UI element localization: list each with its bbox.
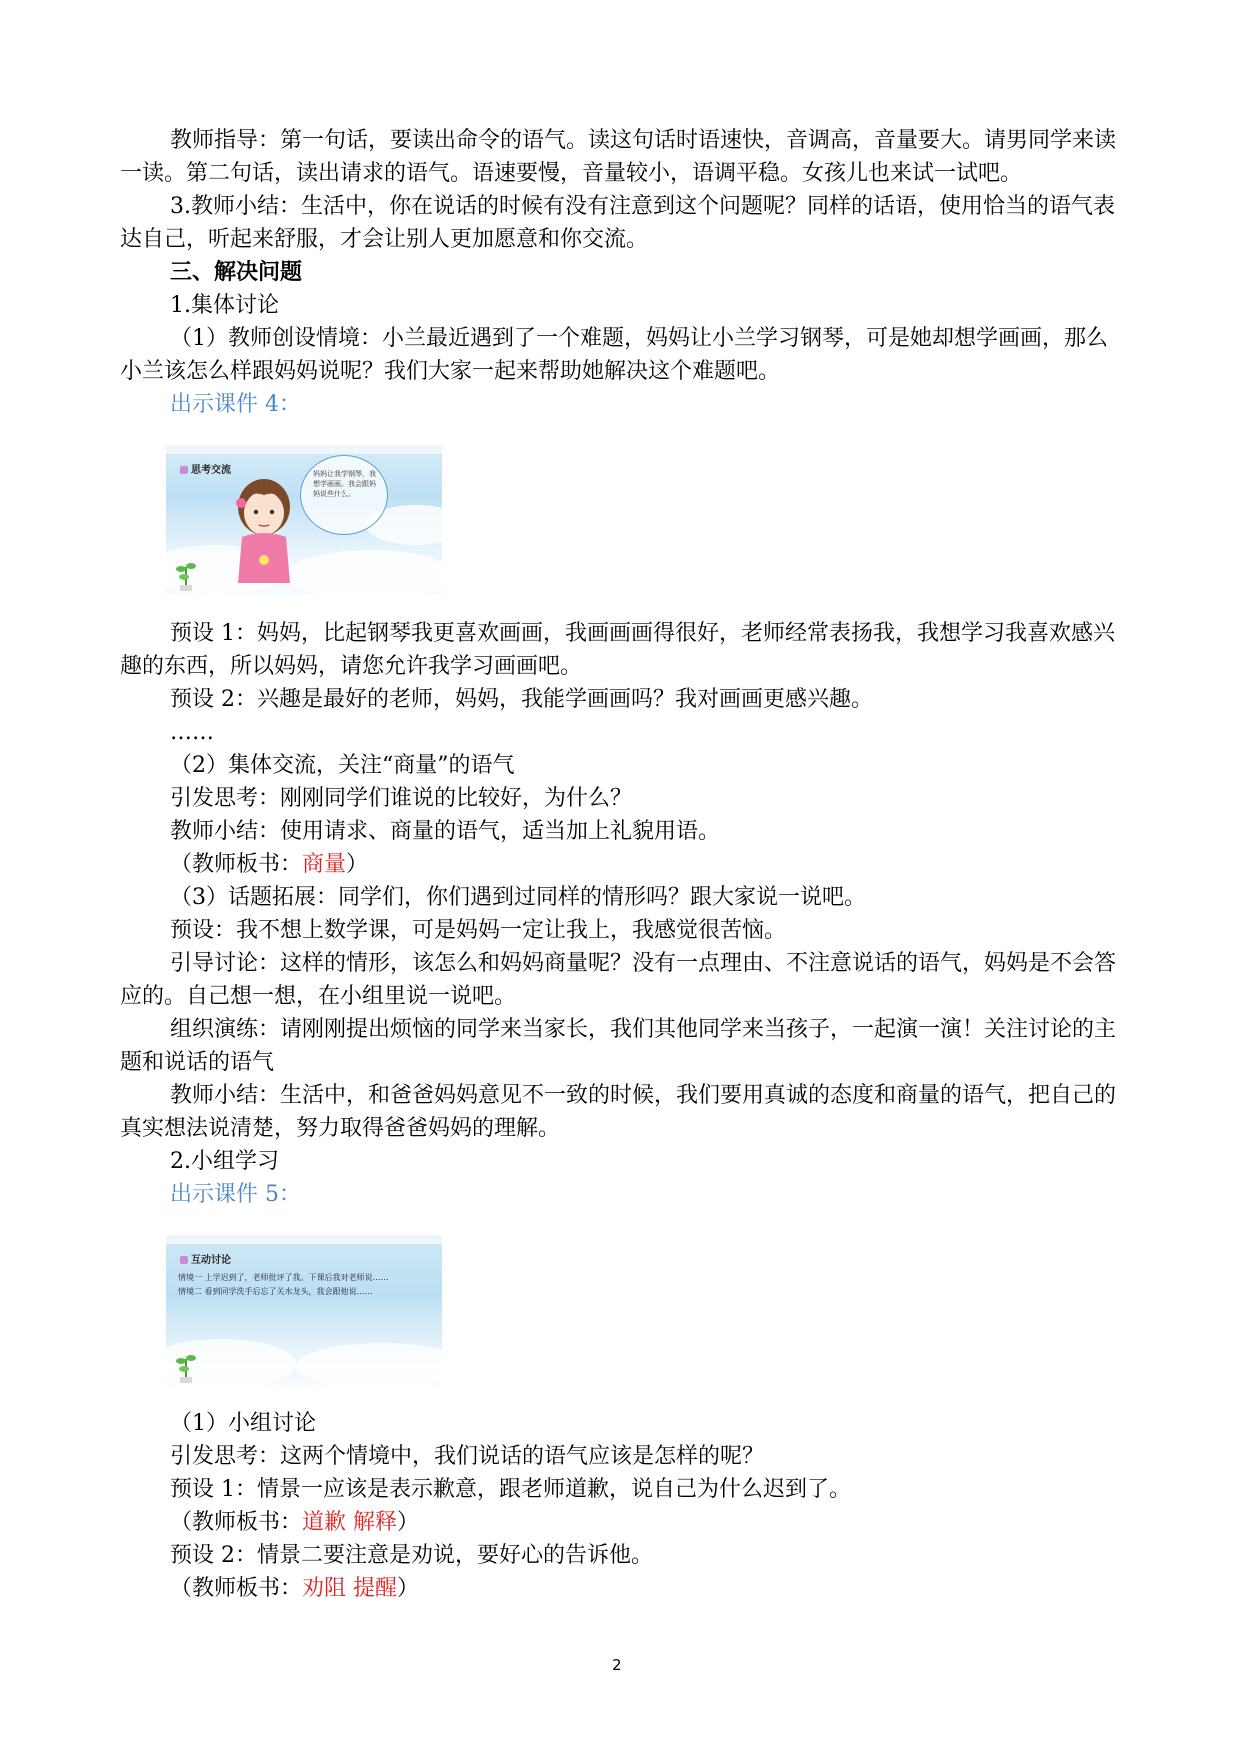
page-number: 2 [612,1656,622,1674]
courseware-slide-4 [166,445,442,595]
slide-scenarios [178,1271,434,1299]
plant-icon [174,557,198,591]
paragraph-guided-discussion: 引导讨论：这样的情形，该怎么和妈妈商量呢？没有一点理由、不注意说话的语气，妈妈是不会答应的。自己想一想，在小组里说一说吧。 [120,951,1117,1009]
slide-top-bar [166,445,442,454]
slide-title: 互动讨论 [180,1251,231,1266]
slide-title: 思考交流 [180,461,231,476]
scenario-2: 情境二 看到同学洗手后忘了关水龙头，我会跟他说…… [178,1287,373,1296]
paragraph-role-play: 组织演练：请刚刚提出烦恼的同学来当家长，我们其他同学来当孩子，一起演一演！关注讨论的主题和说话的语气 [120,1017,1117,1075]
ellipsis: …… [170,720,214,745]
scenario-1: 情境一 上学迟到了，老师批评了我。下课后我对老师说…… [178,1273,389,1282]
courseware-slide-5 [166,1235,442,1385]
paragraph-preset-math: 预设：我不想上数学课，可是妈妈一定让我上，我感觉很苦恼。 [170,918,787,943]
paragraph-teacher-summary-2: 教师小结：使用请求、商量的语气，适当加上礼貌用语。 [170,819,721,844]
paragraph-preset-2: 预设 2：兴趣是最好的老师，妈妈，我能学画画吗？我对画画更感兴趣。 [170,687,873,712]
board-word-discuss: 商量 [302,852,347,877]
paragraph-teacher-summary-1: 3.教师小结：生活中，你在说话的时候有没有注意到这个问题呢？同样的话语，使用恰当的语气表达自己，听起来舒服，才会让别人更加愿意和你交流。 [120,194,1115,252]
board-note-2: （教师板书：道歉 解释） [170,1510,420,1535]
paragraph-collective-exchange: （2）集体交流，关注“商量”的语气 [170,753,515,778]
paragraph-preset-1: 预设 1：妈妈，比起钢琴我更喜欢画画，我画画画得很好，老师经常表扬我，我想学习我喜欢感兴趣的东西，所以妈妈，请您允许我学习画画吧。 [120,621,1115,679]
board-note-1: （教师板书：商量） [170,852,369,877]
thought-bubble-text: 妈妈让我学钢琴，我想学画画。我会跟妈妈说些什么。 [313,470,376,498]
girl-illustration-icon [224,465,304,595]
paragraph-topic-expansion: （3）话题拓展：同学们，你们遇到过同样的情形吗？跟大家说一说吧。 [170,885,866,910]
document-content [120,124,1120,1605]
subheading-group-discussion: 1.集体讨论 [170,293,279,318]
courseware-4-label: 出示课件 4： [170,392,301,417]
paragraph-group-discussion: （1）小组讨论 [170,1411,316,1436]
title-marker-icon [180,466,188,474]
board-note-3: （教师板书：劝阻 提醒） [170,1576,420,1601]
slide-think-exchange [166,445,442,595]
paragraph-preset-scene-1: 预设 1：情景一应该是表示歉意，跟老师道歉，说自己为什么迟到了。 [170,1477,851,1502]
board-word-apologize: 道歉 解释 [302,1510,398,1535]
paragraph-teacher-summary-3: 教师小结：生活中，和爸爸妈妈意见不一致的时候，我们要用真诚的态度和商量的语气，把自己的真实想法说清楚，努力取得爸爸妈妈的理解。 [120,1083,1117,1141]
board-word-dissuade: 劝阻 提醒 [302,1576,398,1601]
courseware-5-label: 出示课件 5： [170,1182,301,1207]
plant-icon [174,1349,198,1383]
slide-interactive-discussion [166,1235,442,1385]
paragraph-prompt-thinking: 引发思考：刚刚同学们谁说的比较好，为什么？ [170,786,633,811]
paragraph-preset-scene-2: 预设 2：情景二要注意是劝说，要好心的告诉他。 [170,1543,653,1568]
subheading-group-study: 2.小组学习 [170,1149,279,1174]
paragraph-teacher-guidance: 教师指导：第一句话，要读出命令的语气。读这句话时语速快，音调高，音量要大。请男同学来读一读。第二句话，读出请求的语气。语速要慢，音量较小，语调平稳。女孩儿也来试一试吧。 [120,128,1117,186]
title-marker-icon [180,1256,188,1264]
paragraph-scenario: （1）教师创设情境：小兰最近遇到了一个难题，妈妈让小兰学习钢琴，可是她却想学画画，那么小兰该怎么样跟妈妈说呢？我们大家一起来帮助她解决这个难题吧。 [120,326,1109,384]
section-heading-solve-problems: 三、解决问题 [170,260,303,285]
slide-top-bar [166,1235,442,1244]
paragraph-prompt-tone: 引发思考：这两个情境中，我们说话的语气应该是怎样的呢？ [170,1444,765,1469]
